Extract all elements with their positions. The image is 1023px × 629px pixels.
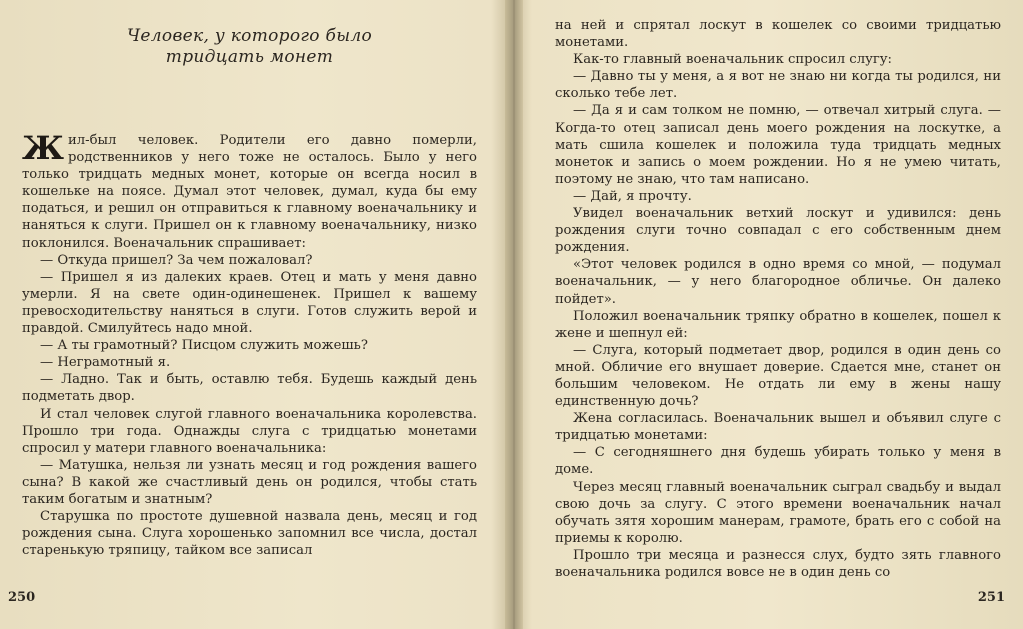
paragraph: — Матушка, нельзя ли узнать месяц и год рождения вашего сына? В какой же счастливый день он родился, чтобы стать таким богатым и знатным? (22, 457, 477, 507)
paragraph: Как-то главный военачальник спросил слугу: (573, 52, 892, 68)
paragraph: — Дай, я прочту. (573, 188, 692, 204)
right-page-text (555, 17, 1001, 581)
paragraph: Положил военачальник тряпку обратно в кошелек, пошел к жене и шепнул ей: (555, 308, 1001, 341)
paragraph: — Да я и сам толком не помню, — отвечал хитрый слуга. — Когда-то отец записал день моего рождения на лоскутке, а мать сшила кошелек и положила туда тридцать медных монеток и запись о моем рождении. Но я не умею читать, поэтому не знаю, что там написано. (555, 103, 1001, 187)
paragraph: И стал человек слугой главного военачальника королевства. Прошло три года. Однажды слуга с тридцатью монетами спросил у матери главного военачальника: (22, 406, 477, 456)
paragraph: — Ладно. Так и быть, оставлю тебя. Будешь каждый день подметать двор. (22, 372, 477, 405)
paragraph: — Слуга, который подметает двор, родился в один день со мной. Обличие его внушает доверие. Сдается мне, станет он большим человеком. Не отдать ли ему в жены нашу единственную дочь? (555, 342, 1001, 410)
paragraph: Прошло три месяца и разнесся слух, будто зять главного военачальника родился вовсе не в один день со (555, 547, 1001, 580)
left-page (0, 0, 505, 629)
paragraph: на ней и спрятал лоскут в кошелек со своими тридцатью монетами. (555, 18, 1001, 51)
drop-cap: Ж (22, 129, 64, 167)
page-number-right: 251 (977, 590, 1005, 605)
title-line-1: Человек, у которого было (126, 26, 372, 46)
book-gutter (505, 0, 523, 629)
right-page (523, 0, 1023, 629)
story-title (22, 26, 477, 68)
paragraph: «Этот человек родился в одно время со мной, — подумал военачальник, — у него благородное обличье. Он далеко пойдет». (555, 257, 1001, 307)
paragraph: — Давно ты у меня, а я вот не знаю ни когда ты родился, ни сколько тебе лет. (555, 69, 1001, 102)
paragraph: — Неграмотный я. (40, 355, 171, 371)
paragraph: — С сегодняшнего дня будешь убирать только у меня в доме. (555, 445, 1001, 478)
title-line-2: тридцать монет (165, 47, 334, 67)
paragraph-text: ил-был человек. Родители его давно померли, родственников у него тоже не осталось. Было у него только тридцать медных монет, которые он всегда носил в кошельке на поясе. Думал этот человек, думал, куда бы ему податься, и решил он отправиться к главному военачальнику и наняться к слуги. Пришел он к главному военачальнику, низко поклонился. Военачальник спрашивает: (22, 133, 477, 251)
paragraph: Увидел военачальник ветхий лоскут и удивился: день рождения слуги точно совпадал с его собственным днем рождения. (555, 206, 1001, 256)
paragraph: — Пришел я из далеких краев. Отец и мать у меня давно умерли. Я на свете один-одинешенек. Пришел к вашему превосходительству наняться в слуги. Готов служить верой и правдой. Смилуйтесь надо мной. (22, 269, 477, 337)
paragraph: Старушка по простоте душевной назвала день, месяц и год рождения сына. Слуга хорошенько запомнил все числа, достал старенькую тряпицу, тайком все записал (22, 509, 477, 559)
left-page-text (22, 129, 477, 559)
paragraph: — А ты грамотный? Писцом служить можешь? (40, 338, 368, 354)
page-number-left: 250 (8, 590, 36, 605)
paragraph: — Откуда пришел? За чем пожаловал? (40, 252, 313, 268)
paragraph: Жена согласилась. Военачальник вышел и объявил слуге с тридцатью монетами: (555, 411, 1001, 444)
paragraph (22, 129, 477, 252)
paragraph: Через месяц главный военачальник сыграл свадьбу и выдал свою дочь за слугу. С этого времени военачальник начал обучать зятя хорошим манерам, грамоте, брать его с собой на приемы к королю. (555, 479, 1001, 546)
